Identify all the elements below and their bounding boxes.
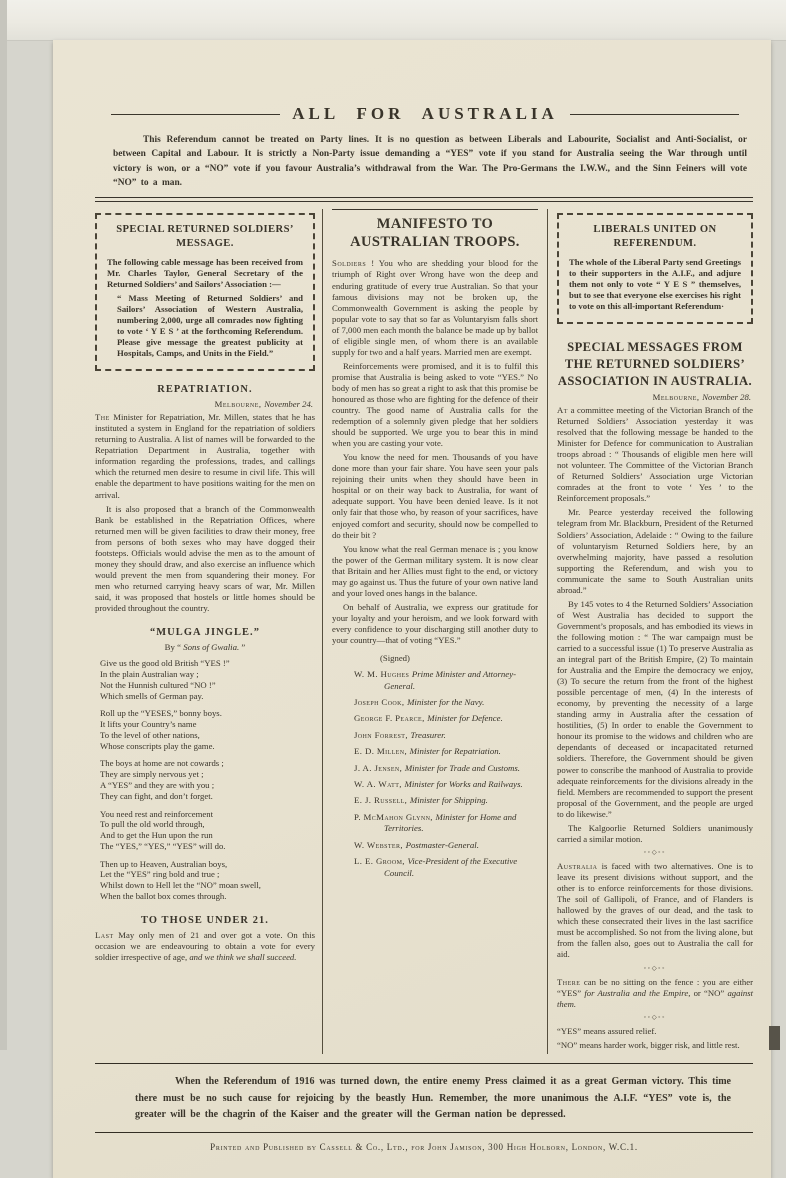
page-header bbox=[95, 104, 753, 202]
closing-paragraph: When the Referendum of 1916 was turned down, the entire enemy Press claimed it as a great German victory. This time there must be no such cause for rejoicing by the beastly Hun. Remember, the more unanimous the A.I.F. “YES” vote is, the greater will be the chagrin of the Kaiser and the greater will the German nation be depressed. bbox=[135, 1076, 731, 1121]
columns bbox=[95, 209, 753, 1054]
jingle-line: The “YES,” “YES,” “YES” will do. bbox=[100, 840, 226, 851]
signed-label: (Signed) bbox=[380, 653, 410, 664]
signatory-entry bbox=[332, 812, 538, 835]
jingle-line: Which smells of German pay. bbox=[100, 690, 204, 701]
scan-backing-top bbox=[0, 0, 786, 41]
signatory-name: George F. Pearce, bbox=[354, 713, 428, 724]
jingle-line: Give us the good old British “YES !” bbox=[100, 658, 230, 669]
masthead bbox=[111, 104, 739, 124]
no-fence-paragraph bbox=[557, 977, 753, 1010]
signatory-title: Minister for Home and Territories. bbox=[384, 811, 517, 834]
signatory-entry bbox=[332, 763, 538, 774]
signatory-entry bbox=[332, 779, 538, 790]
text-run: can be no sitting on the fence : you are either “YES” bbox=[557, 976, 753, 998]
jingle-line: A “YES” and they are with you ; bbox=[100, 780, 215, 791]
text-run: Minister for Repatriation, Mr. Millen, states that he has instituted a system in England for the repatriation of soldiers returning to Australia. A list of names will be forwarded to the Repatriation Department in Australia, together with information regarding the professions, trades, and callings which the returned men desire to resume in civil life. This will enable the department to have positions waiting for the men on arrival. bbox=[95, 412, 315, 500]
liberals-box bbox=[557, 213, 753, 324]
text-run: Last bbox=[95, 929, 114, 940]
text-run: a committee meeting of the Victorian Branch of the Returned Soldiers’ Association yesterday it was resolved that the following message be handed to the Minister for Defence for communication to Australian troops abroad : “ Thousands of eligible men here will not volunteer. The Committee of the Victorian Branch of Returned Soldiers’ Association urge Victorian comrades at the front to vote ‘ Yes ’ to the Reinforcement proposals.” bbox=[557, 405, 753, 504]
jingle-stanza bbox=[95, 859, 315, 902]
text-run: is faced with two alternatives. One is to leave its present divisions without support, and the other is to enforce reinforcements for those divisions. The soil of Gallipoli, of France, and of Flanders is hallowed by the graves of our dead, and the task to which these consecrated their lives in the last sacrifice must be accomplished. So not from the living alone, but from the fallen also, goes out to Australia the call for aid. bbox=[557, 861, 753, 960]
text-run: Melbourne, bbox=[214, 399, 265, 410]
imprint-line: Printed and Published by Cassell & Co., Ltd., for John Jamison, 300 High Holborn, London, W.C.1. bbox=[210, 1142, 638, 1153]
jingle-line: They can fight, and don’t forget. bbox=[100, 790, 213, 801]
manifesto-paragraph bbox=[332, 258, 538, 357]
text-run: Soldiers ! bbox=[332, 258, 375, 269]
jingle-line: They are simply nervous yet ; bbox=[100, 769, 204, 780]
masthead-rule-right bbox=[570, 114, 739, 115]
special-messages-paragraph: Mr. Pearce yesterday received the following telegram from Mr. Blackburn, President of the Returned Soldiers’ Association, Adelaide : “ Owing to the failure of voluntaryism Returned Soldiers here, by an overwhelming majority, have passed a resolution supporting the Referendum, and wish you to communicate the same to South Australian units abroad.” bbox=[557, 507, 753, 595]
signatory-entry bbox=[332, 713, 538, 724]
text-run: Sons of Gwalia. bbox=[183, 642, 240, 653]
signatory-entry bbox=[332, 730, 538, 741]
manifesto-title-block bbox=[332, 209, 538, 251]
signatories-list bbox=[332, 669, 538, 879]
signatory-name: W. Webster, bbox=[354, 839, 406, 850]
signatory-entry bbox=[332, 795, 538, 806]
special-messages-heading: SPECIAL MESSAGES FROM THE RETURNED SOLDIERS’ ASSOCIATION IN AUSTRALIA. bbox=[557, 339, 753, 388]
jingle-line: It lifts your Country’s name bbox=[100, 719, 197, 730]
soldiers-message-title: SPECIAL RETURNED SOLDIERS’ MESSAGE. bbox=[116, 224, 294, 249]
text-run: November 24. bbox=[264, 399, 313, 410]
jingle-stanzas bbox=[95, 658, 315, 902]
signatory-name: E. D. Millen, bbox=[354, 746, 410, 757]
mulga-jingle-heading: “MULGA JINGLE.” bbox=[149, 627, 261, 639]
repatriation-heading: REPATRIATION. bbox=[157, 384, 253, 396]
signatory-entry bbox=[332, 840, 538, 851]
jingle-line: To pull the old world through, bbox=[100, 819, 205, 830]
signatory-title: Treasurer. bbox=[410, 729, 446, 740]
jingle-line: When the ballot box comes through. bbox=[100, 891, 227, 902]
closing-rule-bottom bbox=[95, 1132, 753, 1133]
mulga-jingle-byline bbox=[95, 642, 315, 653]
signatory-title: Minister for Defence. bbox=[427, 713, 503, 724]
signatory-entry bbox=[332, 697, 538, 708]
text-run: and we think we shall succeed. bbox=[189, 951, 297, 962]
text-run: May only men of 21 and over got a vote. On this occasion we are endeavouring to obtain a vote for every soldier irrespective of age, bbox=[95, 929, 315, 962]
section-divider-ornament: ◦◦◇◦◦ bbox=[643, 848, 667, 856]
scan-frame-notch bbox=[769, 1026, 780, 1050]
repatriation-paragraph bbox=[95, 412, 315, 500]
section-divider-ornament: ◦◦◇◦◦ bbox=[643, 964, 667, 972]
under-21-heading: TO THOSE UNDER 21. bbox=[141, 914, 269, 926]
signatory-name: W. M. Hughes bbox=[354, 669, 412, 680]
signatory-title: Postmaster-General. bbox=[405, 839, 479, 850]
scan-backing-left-edge bbox=[0, 0, 7, 1050]
repatriation-dateline bbox=[95, 399, 313, 410]
text-run: There bbox=[557, 976, 581, 987]
text-run: Australia bbox=[557, 861, 598, 872]
text-run: You who are shedding your blood for the triumph of Right over Wrong have won the deep and enduring gratitude of every true Australian. So that your famous divisions may not be broken up, the Commonwealth Government is asking the people by popular vote to say that so far as Voluntaryism falls short of 7,000 men each month the balance be made up by ballot of eligible single men, of whom there is an available supply for two and a half years. Married men are exempt. bbox=[332, 258, 538, 357]
jingle-line: In the plain Australian way ; bbox=[100, 668, 199, 679]
text-run: Melbourne, bbox=[652, 391, 703, 402]
signatory-name: L. E. Groom, bbox=[354, 856, 408, 867]
text-run: November 28. bbox=[702, 391, 751, 402]
text-run: for Australia and the Empire bbox=[584, 987, 689, 998]
signatory-title: Minister for Trade and Customs. bbox=[404, 762, 520, 773]
jingle-line: Whose conscripts play the game. bbox=[100, 740, 215, 751]
soldiers-message-box bbox=[95, 213, 315, 371]
signatory-entry bbox=[332, 746, 538, 757]
special-messages-paragraph bbox=[557, 405, 753, 504]
no-means-line: “NO” means harder work, bigger risk, and little rest. bbox=[557, 1040, 740, 1051]
page-title: ALL FOR AUSTRALIA bbox=[292, 104, 558, 123]
right-column bbox=[548, 209, 753, 1054]
text-run: At bbox=[557, 405, 568, 415]
signatory-name: P. McMahon Glynn, bbox=[354, 811, 436, 822]
jingle-line: You need rest and reinforcement bbox=[100, 808, 213, 819]
manifesto-paragraph: You know the need for men. Thousands of you have done more than your fair share. You have seen your pals rejoining their units when they should have been in hospital or on their way back to Australia, for want of adequate support. You have been denied leave. Is it not only fair that those who, by reason of your sacrifices, have enjoyed comfort and security, should now be compelled to do their bit ? bbox=[332, 452, 538, 540]
left-column bbox=[95, 209, 322, 1054]
signatory-name: J. A. Jensen, bbox=[354, 762, 405, 773]
signatory-title: Minister for Works and Railways. bbox=[404, 779, 523, 790]
jingle-stanza bbox=[95, 708, 315, 751]
manifesto-paragraph: On behalf of Australia, we express our gratitude for your loyalty and your heroism, and we look forward with every confidence to your discharging still another duty to your country—that of voting “YES.” bbox=[332, 601, 538, 645]
jingle-line: Then up to Heaven, Australian boys, bbox=[100, 858, 228, 869]
signatory-name: Joseph Cook, bbox=[354, 696, 408, 707]
manifesto-paragraph: You know what the real German menace is ; you know the power of the German military system. It is now clear that Britain and her Allies must fight to the end, or victory may go against us. Thus the future of your own native land and your loved ones hangs in the balance. bbox=[332, 543, 538, 598]
text-run: ” bbox=[239, 642, 246, 653]
special-messages-dateline bbox=[557, 392, 751, 403]
text-run: against them. bbox=[557, 987, 754, 1009]
signatory-title: Minister for the Navy. bbox=[407, 696, 485, 707]
liberals-box-title: LIBERALS UNITED ON REFERENDUM. bbox=[593, 224, 717, 249]
jingle-line: Roll up the “YESES,” bonny boys. bbox=[100, 708, 222, 719]
middle-column bbox=[322, 209, 548, 1054]
manifesto-title: MANIFESTO TO AUSTRALIAN TROOPS. bbox=[350, 216, 520, 251]
signatory-title: Prime Minister and Attorney-General. bbox=[384, 669, 517, 691]
jingle-line: Let the “YES” ring bold and true ; bbox=[100, 869, 220, 880]
jingle-stanza bbox=[95, 658, 315, 701]
jingle-line: The boys at home are not cowards ; bbox=[100, 758, 224, 769]
under-21-paragraph bbox=[95, 930, 315, 963]
text-run: The bbox=[95, 412, 110, 423]
signatory-title: Vice-President of the Executive Council. bbox=[384, 856, 518, 878]
soldiers-message-quote: “ Mass Meeting of Returned Soldiers’ and Sailors’ Association of Western Australia, numbering 2,000, urge all comrades now fighting to vote ‘ Y E S ’ at the forthcoming Referendum. Please give message the greatest publicity at Hospitals, Camps, and Units in the Field.” bbox=[117, 292, 303, 359]
jingle-line: Not the Hunnish cultured “NO !” bbox=[100, 679, 216, 690]
document-page bbox=[53, 40, 771, 1178]
manifesto-paragraph: Reinforcements were promised, and it is to fulfil this promise that Australia is being asked to vote “YES.” No body of men has so great a right to ask that this promise be honoured as those who are fighting for the defence of their country. The good name of Australia calls for the redemption of a solemnly given pledge that her soldiers should be supported. We urge you to bear this in mind when you are casting your vote. bbox=[332, 360, 538, 449]
intro-paragraph: This Referendum cannot be treated on Party lines. It is no question as between Liberals and Labourite, Socialist and Anti-Socialist, or between Capital and Labour. It is strictly a Non-Party issue demanding a “YES” vote if you stand for Australia seeing the War through until victory is won, or a “NO” vote if you favour Australia’s withdrawal from the War. The Pro-Germans the I.W.W., and the Sinn Feiners will vote “NO” to a man. bbox=[113, 135, 747, 188]
jingle-stanza bbox=[95, 758, 315, 801]
signatory-name: W. A. Watt, bbox=[354, 779, 405, 790]
header-divider bbox=[95, 197, 753, 202]
closing-rule-top bbox=[95, 1063, 753, 1064]
text-run: By “ bbox=[164, 642, 184, 653]
section-divider-ornament: ◦◦◇◦◦ bbox=[643, 1013, 667, 1021]
signatory-name: E. J. Russell, bbox=[354, 795, 410, 806]
signatory-title: Minister for Repatriation. bbox=[409, 746, 501, 757]
masthead-rule-left bbox=[111, 114, 280, 115]
jingle-line: To the level of other nations, bbox=[100, 729, 200, 740]
signatory-title: Minister for Shipping. bbox=[409, 795, 488, 806]
signatory-entry bbox=[332, 856, 538, 879]
signatory-name: John Forrest, bbox=[354, 729, 411, 740]
jingle-stanza bbox=[95, 809, 315, 852]
liberals-box-paragraph: The whole of the Liberal Party send Greetings to their supporters in the A.I.F., and adjure them not only to vote “ Y E S ” themselves, but to see that everyone else exercises his right to vote on this all-important Referendum· bbox=[569, 256, 741, 311]
repatriation-paragraph: It is also proposed that a branch of the Commonwealth Bank be established in the Repatriation Offices, where returned men will be given facilities to draw their money, free from persons of both sexes who may have dogged their footsteps. Officials would advise the men as to the amount of money they should draw, and also exercise an influence which would prevent the men from squandering their money. For men who returned carrying heavy scars of war, Mr. Millen said, it was proposed that hostels or little homes should be provided throughout the country. bbox=[95, 503, 315, 613]
alternatives-paragraph bbox=[557, 861, 753, 960]
soldiers-message-paragraph: The following cable message has been received from Mr. Charles Taylor, General Secretary of the Returned Soldiers’ and Sailors’ Association :— bbox=[107, 256, 303, 289]
yes-means-line: “YES” means assured relief. bbox=[557, 1026, 657, 1037]
signatory-entry bbox=[332, 669, 538, 692]
special-messages-paragraph: The Kalgoorlie Returned Soldiers unanimously carried a similar motion. bbox=[557, 822, 753, 844]
jingle-line: Whilst down to Hell let the “NO” moan swell, bbox=[100, 880, 261, 891]
text-run: , or “NO” bbox=[688, 987, 728, 998]
jingle-line: And to get the Hun upon the run bbox=[100, 830, 213, 841]
special-messages-paragraph: By 145 votes to 4 the Returned Soldiers’ Association of West Australia has decided to support the Government’s proposals, and has embodied its views in the following motion : “ The war campaign must be carried to a successful issue (1) To preserve Australia as an integral part of the British Empire, (2) To maintain for Australia and the Empire the democracy we enjoy, (3) To secure the return from the front of the highest possible percentage of men, (4) In the interests of economy, by preventing the necessity of a large standing army in Australia after the cessation of hostilities, (5) In order to enable the Government to honour its promise to the widows and children who are dependants of deceased or incapacitated returned soldiers. Therefore, the Government should be given power to conscribe the manhood of Australia to provide adequate reinforcements for the divisions already in the field. Members are recommended to support the present proposal of the Government, and the people are urged to do likewise.” bbox=[557, 598, 753, 819]
